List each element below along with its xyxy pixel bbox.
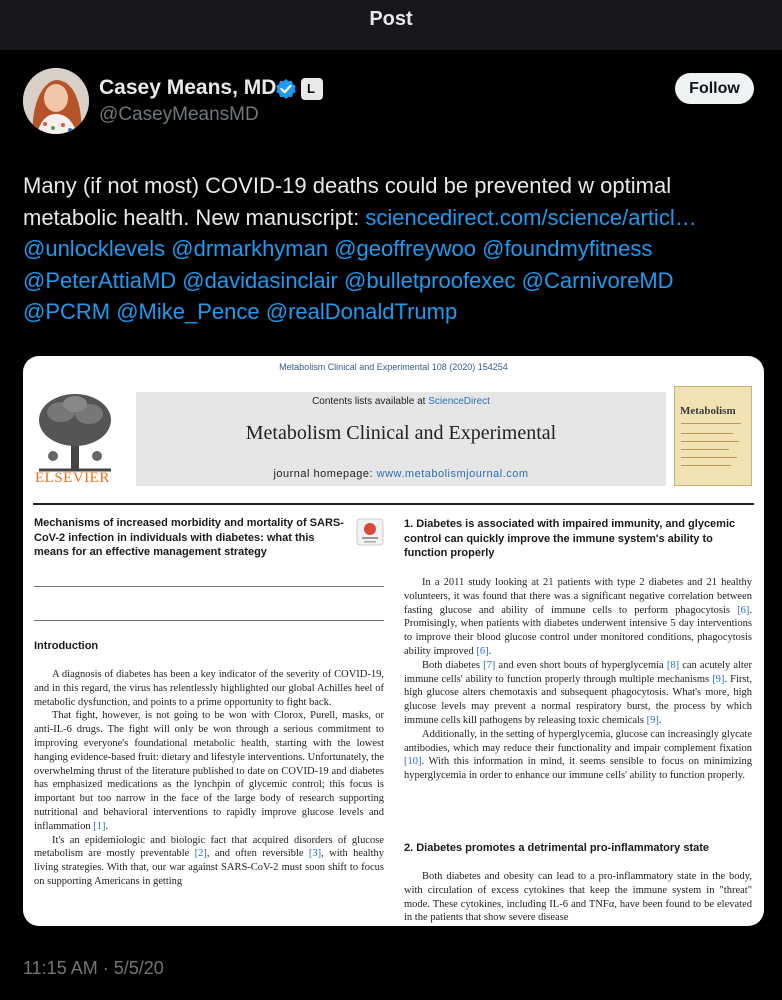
post-text [23,170,763,328]
attached-image[interactable] [23,356,764,926]
mentions-line-3[interactable]: @PCRM @Mike_Pence @realDonaldTrump [23,299,458,324]
verified-badge-icon [275,78,297,100]
cover-title: Metabolism [680,405,736,417]
section-1-paragraph-3: Additionally, in the setting of hyperglycemia, glucose can increasingly glycate antibodies, which may reduce their functionality and impair complement fixation [10]. With this information in mind, it seems sensible to focus on minimizing hyperglycemia in order to enhance our immune cells' ability to function properly. [404,728,752,782]
journal-title: Metabolism Clinical and Experimental [245,422,557,444]
affiliate-badge-letter: L [307,81,315,96]
intro-paragraph-3: It's an epidemiologic and biologic fact that acquired disorders of glucose metabolism are mostly preventable [2], and often reversible [3], with healthy living strategies. With that, our war against SARS-CoV-2 must soon shift to focus on supporting Americans in getting [34,834,385,887]
post-timestamp[interactable]: 11:15 AM · 5/5/20 [23,958,164,978]
page-title: Post [369,8,413,30]
section-1-paragraph-1: In a 2011 study looking at 21 patients with type 2 diabetes and 21 healthy volunteers, it was found that there was a significant negative correlation between fasting glucose and ability of immune cells to perform phagocytosis [6]. Promisingly, when patients with diabetes underwent intensive 5 day interventions to improve their blood glucose control under monitored conditions, phagocytosis ability improved [6]. [404,577,752,657]
post-body-text: Many (if not most) COVID-19 deaths could be prevented w optimal metabolic health. New manuscript: [23,173,672,230]
mentions-line-2[interactable]: @PeterAttiaMD @davidasinclair @bulletproofexec @CarnivoreMD [23,267,674,293]
intro-heading: Introduction [34,640,99,652]
section-1-heading: 1. Diabetes is associated with impaired immunity, and glycemic control can quickly improve the immune system's ability to function properly [404,518,736,559]
journal-reference: Metabolism Clinical and Experimental 108 (2020) 154254 [279,362,508,372]
section-1-text [404,576,752,783]
article-title: Mechanisms of increased morbidity and mortality of SARS-CoV-2 infection in individuals with diabetes: what this means for an effective management strategy [34,517,344,558]
contents-line: Contents lists available at ScienceDirect [312,396,490,407]
author-handle[interactable]: @CaseyMeansMD [99,104,259,125]
journal-cover [674,386,752,486]
author-name[interactable]: Casey Means, MD [99,76,277,99]
follow-button[interactable]: Follow [675,73,754,104]
avatar[interactable] [23,68,89,134]
affiliate-badge-icon[interactable] [301,78,323,100]
article-link[interactable]: sciencedirect.com/science/articl… [365,204,697,230]
elsevier-tree-logo [31,390,119,474]
section-2-heading: 2. Diabetes promotes a detrimental pro-inflammatory state [404,842,710,854]
top-bar [0,0,782,50]
rule [34,620,384,621]
section-1-paragraph-2: Both diabetes [7] and even short bouts of hyperglycemia [8] can acutely alter immune cells' ability to function properly through multiple mechanisms [9]. First, high glucose alters chemotaxis and subsequent phagocytosis. What's more, high glucose levels may prevent a normal respiratory burst, the process by which immune cells kill pathogens by releasing toxic chemicals [9]. [404,659,753,726]
intro-text [34,668,384,889]
intro-paragraph-2: That fight, however, is not going to be won with Clorox, Purell, masks, or anti-IL-6 drugs. The fight will only be won through a serious commitment to improving everyone's foundational metabolic health, starting with the lowest hanging evidence-based fruit: dietary and lifestyle interventions. Unfortunately, the overwhelming thrust of the literature published to date on COVID-19 and diabetes has emphasized medications as the lynchpin of glycemic control; this focus is important but too narrow in the face of the large body of research supporting nutritional and behavioral interventions to rapidly improve glucose levels and inflammation [1]. [34,710,384,832]
header-divider [33,503,754,505]
journal-header [136,392,666,486]
rule [34,586,384,587]
journal-homepage: journal homepage: www.metabolismjournal.com [273,468,529,480]
publisher-name: ELSEVIER [35,470,110,486]
intro-paragraph-1: A diagnosis of diabetes has been a key indicator of the severity of COVID-19, and in this regard, the virus has relentlessly highlighted our global Achilles heel of metabolic dysfunction, and points to a prime opportunity to fight back. [34,669,384,708]
section-2-text [404,870,752,925]
mentions-line-1[interactable]: @unlocklevels @drmarkhyman @geoffreywoo @foundmyfitness [23,236,653,261]
check-for-updates-icon [356,518,384,546]
section-2-paragraph-1: Both diabetes and obesity can lead to a pro-inflammatory state in the body, with circulation of excess cytokines that keep the immune system in "threat" mode. These cytokines, including IL-6 and TNFα, have been found to be elevated in the patients that show severe disease [404,871,752,924]
